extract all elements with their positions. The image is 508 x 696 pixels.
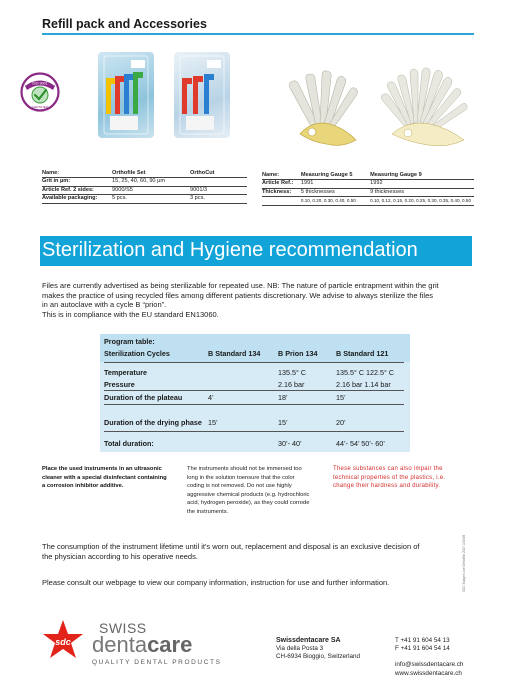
table-cell: 1992	[370, 180, 383, 187]
total-prion: 30’- 40’	[278, 439, 302, 448]
measuring-gauge-5-image	[282, 58, 366, 150]
table-divider	[104, 390, 404, 391]
program-table-header-std134: B Standard 134	[208, 349, 261, 358]
total-label: Total duration:	[104, 439, 154, 448]
table-divider	[104, 362, 404, 363]
company-name: Swissdentacare SA	[276, 637, 341, 644]
company-fax: F +41 91 604 54 14	[395, 645, 450, 653]
document-code: SDC Budget Line OrthoBin 2017 US/NM	[462, 534, 466, 592]
temperature-prion: 135.5° C	[278, 368, 307, 377]
logo-word-denta: denta	[92, 632, 148, 657]
note-line: long in the solution toensure that the color	[187, 474, 295, 481]
table-header-cell: Measuring Gauge 9	[370, 172, 422, 178]
table-cell: 5 thicknesses	[300, 188, 335, 195]
product-spec-table-left	[42, 170, 247, 204]
table-cell	[262, 197, 301, 205]
table-cell: Grit in µm:	[42, 178, 71, 185]
drying-label: Duration of the drying phase	[104, 418, 202, 427]
company-email[interactable]: info@swissdentacare.ch	[395, 661, 464, 669]
note-line: cleaner with a special disinfectant containing	[42, 474, 167, 481]
table-header-row	[42, 170, 247, 178]
table-cell: 9000/S5	[112, 186, 133, 193]
plateau-std121: 15’	[336, 393, 346, 402]
drying-std134: 15’	[208, 418, 218, 427]
program-table-title: Program table:	[104, 337, 155, 346]
table-row	[42, 178, 247, 186]
table-cell: 0.10, 0.20, 0.30, 0.40, 0.50	[300, 198, 356, 204]
table-divider	[104, 404, 404, 405]
table-divider	[104, 431, 404, 432]
total-std121: 44’- 54’ 50’- 60’	[336, 439, 385, 448]
note-line: aggressive chemical products (e.g. hydrochloric	[187, 491, 310, 498]
sdc-logo-icon	[40, 618, 86, 662]
certification-badge	[20, 72, 60, 112]
orthofile-set-package-image	[98, 52, 154, 138]
paragraph-line: Files are currently advertised as being sterilizable for repeated use. NB: The nature of particle entrapment within the grit	[42, 281, 439, 290]
table-row	[42, 186, 247, 194]
note-line: The instruments should not be immersed too	[187, 466, 302, 472]
paragraph-line: makes the practice of using recycled files among different patients discretionary. We advise to always sterilize the files	[42, 290, 434, 300]
table-cell: Available packaging:	[42, 195, 98, 202]
table-row	[42, 195, 247, 203]
pressure-std121: 2.16 bar 1.14 bar	[336, 380, 391, 389]
drying-std121: 20’	[336, 418, 346, 427]
program-table-header-cycles: Sterilization Cycles	[104, 349, 170, 358]
orthocut-package-image	[174, 52, 230, 138]
table-cell: Article Ref. 2 sides:	[42, 186, 94, 193]
table-cell: 0.10, 0.12, 0.15, 0.20, 0.25, 0.30, 0.35, 0.40, 0.50	[370, 198, 471, 204]
pressure-prion: 2.16 bar	[278, 380, 305, 389]
note-line: the instruments.	[187, 508, 229, 515]
table-header-cell: Name:	[262, 172, 280, 178]
table-cell: Thickness:	[262, 188, 292, 195]
table-cell: 5 pcs.	[112, 195, 127, 202]
warning-line: These substances can also impair the	[333, 466, 443, 472]
section-heading: Sterilization and Hygiene recommendation	[42, 239, 418, 261]
table-header-cell: Orthofile Set	[112, 170, 146, 176]
logo-wordmark	[92, 632, 192, 658]
title-rule	[42, 33, 474, 35]
plateau-std134: 4’	[208, 393, 214, 402]
temperature-std121: 135.5° C 122.5° C	[336, 368, 395, 377]
hygiene-paragraph	[42, 281, 474, 319]
company-phone: T +41 91 604 54 13	[395, 637, 450, 644]
table-cell: 1991	[300, 180, 314, 187]
paragraph-line: the physician according to his operative needs.	[42, 551, 198, 561]
company-address	[276, 637, 360, 662]
warning-line: technical properties of the plastics, i.e.	[333, 474, 446, 481]
company-street: Via della Posta 3	[276, 645, 324, 653]
paragraph-line: in an autoclave with a cycle B “prion”.	[42, 300, 167, 310]
table-row	[262, 180, 474, 188]
program-table-header-prion134: B Prion 134	[278, 349, 318, 358]
table-cell: 9 thicknesses	[370, 188, 404, 195]
note-line: coding is not removed. Do not use highly	[187, 483, 292, 490]
table-cell: 15, 25, 40, 60, 90 µm	[112, 178, 165, 185]
drying-prion: 15’	[278, 418, 288, 427]
table-header-cell: Measuring Gauge 5	[300, 172, 353, 178]
company-city: CH-6934 Bioggio, Switzerland	[276, 653, 361, 661]
plateau-prion: 18’	[278, 393, 288, 402]
paragraph-line: This is in compliance with the EU standard EN13060.	[42, 309, 219, 319]
table-cell: Article Ref.:	[262, 180, 294, 187]
company-contact	[395, 637, 463, 678]
note-line: a corrosion inhibitor additive.	[42, 483, 124, 490]
table-header-cell: Name:	[42, 170, 60, 176]
table-header-row	[262, 172, 474, 180]
consult-paragraph: Please consult our webpage to view our company information, instruction for use and further information.	[42, 578, 390, 587]
program-table-header-std121: B Standard 121	[336, 349, 389, 358]
ultrasonic-note	[42, 465, 167, 491]
logo-mark-text: sdc	[55, 637, 71, 647]
warning-line: change their hardness and durability.	[333, 483, 441, 490]
measuring-gauge-9-image	[378, 58, 474, 150]
paragraph-line: The consumption of the instrument lifetime until it's worn out, replacement and disposal is an exclusive decision of	[42, 542, 420, 551]
table-cell: 3 pcs.	[190, 195, 205, 202]
table-cell: 9001/3	[190, 186, 208, 193]
page-title: Refill pack and Accessories	[42, 17, 207, 31]
plateau-label: Duration of the plateau	[104, 393, 183, 402]
product-spec-table-right	[262, 172, 474, 206]
table-row	[262, 197, 474, 205]
temperature-label: Temperature	[104, 368, 148, 377]
note-line: Place the used instruments in an ultrasonic	[42, 466, 162, 472]
table-cell	[190, 178, 247, 186]
logo-tagline: QUALITY DENTAL PRODUCTS	[92, 659, 222, 666]
table-header-cell: OrthoCut	[190, 170, 215, 176]
note-line: acid, hydrogen peroxide), as they could corrode	[187, 500, 310, 507]
logo-word-swiss: SWISS	[99, 620, 147, 636]
logo-word-care: care	[147, 632, 193, 657]
badge-label: ISO 9001	[32, 81, 48, 86]
badge-sublabel: CERTIFIED	[32, 105, 48, 109]
consumption-paragraph	[42, 542, 474, 562]
warning-note	[333, 465, 445, 491]
table-row	[262, 188, 474, 196]
company-website[interactable]: www.swissdentacare.ch	[395, 669, 462, 677]
immersion-note	[187, 465, 309, 517]
pressure-label: Pressure	[104, 380, 135, 389]
